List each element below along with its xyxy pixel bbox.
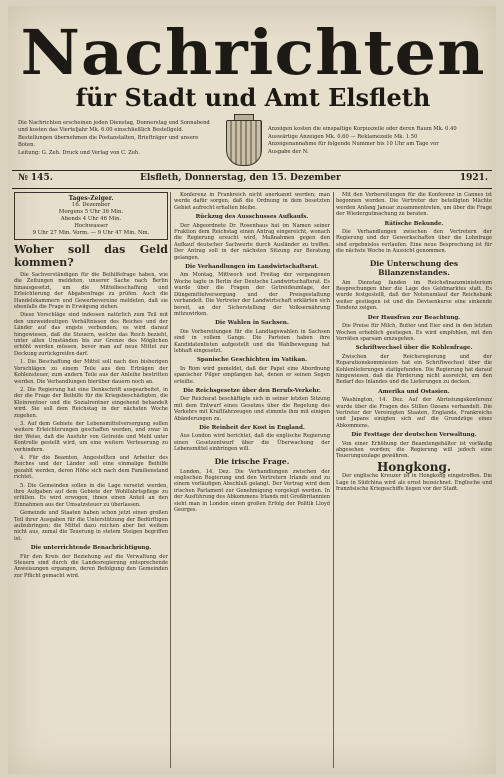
calendar-line: Hochwasser: [74, 223, 108, 229]
calendar-line: Abends 4 Uhr 46 Min.: [60, 216, 122, 222]
article-paragraph: Zwischen der Reichsregierung und der Reparationskommission hat ein Schriftwechsel über die Kohlenlieferungen stattgefunden. Die Regierung hat darauf hingewiesen, daß die Förderung nicht ausreicht, um den Bedarf des Inlandes und die Lieferungen zu decken.: [336, 353, 492, 386]
info-line: Leitung: G. Zeh. Druck und Verlag von C. Zeh.: [18, 149, 140, 156]
info-line: und kosten das Vierteljahr Mk. 6.00 einschließlich Bestellgeld.: [18, 127, 184, 134]
article-paragraph: Am Montag, Mittwoch und Freitag der vergangenen Woche tagte in Berlin der Deutsche Landwirtschaftsrat. Es wurde über die Fragen der Getreideumlage, der Düngemittelversorgung und der Preisgestaltung verhandelt. Die Vertreter der Landwirtschaft erklärten sich bereit, an der Sicherstellung der Volksernährung mitzuwirken.: [174, 272, 330, 317]
advertising-info: [268, 126, 488, 156]
article-headline: Woher soll das Geld kommen?: [14, 243, 168, 269]
article-paragraph: Der Abgeordnete Dr. Rosenhaus hat im Namen seiner Fraktion dem Reichstag einen Antrag eingereicht, wonach die Regierung ersucht wird, Maßnahmen gegen den Aufkauf deutscher Sachwerte durch Ausländer zu treffen. Der Antrag soll in der nächsten Sitzung zur Beratung gelangen.: [174, 222, 330, 261]
article-paragraph: Aus London wird berichtet, daß die englische Regierung einen Gesetzentwurf über die Überwachung der Lebensmittel einbringen will.: [174, 433, 330, 453]
info-line: Anzeigenannahme für folgende Nummer bis 10 Uhr am Tage vor: [268, 141, 439, 148]
article-paragraph: Die Preise für Milch, Butter und Eier sind in den letzten Wochen erheblich gestiegen. Es wird empfohlen, mit den Vorräten sparsam umzugehen.: [336, 323, 492, 342]
column-divider: [333, 192, 334, 768]
info-line: Die Nachrichten erscheinen jeden Dienstag, Donnerstag und Sonnabend: [18, 120, 210, 126]
article-paragraph: 2. Die Regierung hat eine Denkschrift ausgearbeitet, in der die Frage der Beihilfe für die Kriegsbeschädigten, die Kleinrentner und die Sozialrentner eingehend behandelt wird. Sie soll dem Reichstag in der nächsten Woche zugehen.: [14, 386, 168, 419]
dateline: [18, 173, 488, 187]
calendar-line: 16. Dezember: [71, 202, 111, 208]
subscription-info: [18, 120, 210, 157]
masthead-subtitle: für Stadt und Amt Elsfleth: [75, 83, 431, 112]
issue-year: 1921.: [459, 173, 488, 183]
article-paragraph: Konferenz in Frankreich nicht anerkannt werden; man werde dafür sorgen, daß die Ordnung in dem besetzten Gebiet aufrecht erhalten bleibe.: [174, 192, 330, 211]
section-heading: Amerika und Ostasien.: [378, 388, 450, 395]
section-heading: Rückzug des Ausschusses Aufkaufs.: [195, 214, 309, 221]
article-paragraph: Der Reichsrat beschäftigte sich in seiner letzten Sitzung mit dem Entwurf eines Gesetzes über die Regelung des Verkehrs mit Kraftfahrzeugen und stimmte ihm mit einigen Abänderungen zu.: [174, 396, 330, 422]
article-paragraph: Am Dienstag fanden im Reichsfinanzministerium Besprechungen über die Lage des Geldmarktes statt. Es wurde festgestellt, daß der Notenumlauf der Reichsbank weiter gestiegen ist und die Devisenkurse eine sinkende Tendenz zeigen.: [336, 279, 492, 312]
calendar-box: [14, 192, 168, 240]
masthead-title: Nachrichten: [20, 16, 486, 89]
article-paragraph: In Rom wird gemeldet, daß der Papst eine Abordnung spanischer Pilger empfangen hat, denen er seinen Segen erteilte.: [174, 365, 330, 385]
info-line: Auswärtige Anzeigen Mk. 0.60 — Reklamezeile Mk. 1.50: [268, 133, 418, 140]
section-heading: Die Wahlen in Sachsen.: [215, 320, 289, 327]
section-heading: Rätische Bekunde.: [384, 220, 444, 227]
section-heading: Die irische Frage.: [214, 456, 290, 466]
section-heading: Hongkong.: [376, 459, 452, 474]
column-1: [14, 192, 168, 772]
calendar-line: 9 Uhr 27 Min. Vorm. — 9 Uhr 47 Min. Nm.: [32, 230, 150, 236]
section-heading: Die Reinheit der Kost in England.: [199, 425, 305, 431]
section-heading: Die Verhandlungen im Landwirtschaftsrat.: [185, 264, 319, 271]
article-paragraph: London, 14. Dez. Die Verhandlungen zwischen der englischen Regierung und den Vertretern Irlands sind zu einem vorläufigen Abschluß gelangt. Der Vertrag wird dem irischen Parlament zur Genehmigung vorgelegt werden. In der Ausführung des Abkommens Irlands mit Großbritannien sieht man in London einen großen Erfolg der Politik Lloyd Georges.: [174, 468, 330, 514]
info-line: Ausgabe der N.: [268, 148, 309, 155]
issue-date: Elsfleth, Donnerstag, den 15. Dezember: [140, 173, 341, 183]
section-heading: Spanische Geschichten im Vatikan.: [196, 357, 308, 364]
article-paragraph: Mit den Vorbereitungen für die Konferenz in Cannes ist begonnen worden. Die Vertreter der beteiligten Mächte werden Anfang Januar zusammentreten, um über die Frage der Wiedergutmachung zu beraten.: [336, 192, 492, 218]
info-row: [18, 120, 488, 168]
section-heading: Die unterrichtende Benachrichtigung.: [30, 545, 152, 552]
issue-number: № 145.: [18, 173, 53, 183]
article-paragraph: 1. Die Beschaffung der Mittel soll nach den bisherigen Vorschlägen zu einem Teile aus den Erträgen der Kohlensteuer, zum andern Teile aus der Anleihe bestritten werden. Die Verhandlungen hierüber dauern noch an.: [14, 359, 168, 385]
divider: [12, 188, 492, 189]
article-paragraph: Von einer Erhöhung der Beamtengehälter ist vorläufig abgesehen worden; die Regierung will jedoch eine Teuerungszulage gewähren.: [336, 440, 492, 460]
newspaper-page: [8, 6, 496, 774]
article-paragraph: 4. Für die Beamten, Angestellten und Arbeiter des Reiches und der Länder soll eine einmalige Beihilfe gezahlt werden, deren Höhe sich nach dem Familienstand richtet.: [14, 454, 168, 481]
section-heading: Die Reichsgesetze über den Berufs-Verkehr.: [183, 387, 321, 394]
section-heading: Der Hausfrau zur Beachtung.: [367, 314, 461, 321]
column-divider: [170, 192, 171, 768]
article-paragraph: 5. Die Gemeinden sollen in die Lage versetzt werden, ihre Aufgaben auf dem Gebiete der Wohlfahrtspflege zu erfüllen. Es wird erwogen, ihnen einen Anteil an den Einnahmen aus der Umsatzsteuer zu überlassen.: [14, 482, 168, 508]
article-paragraph: Für den Kreis der Beziehung auf die Verwaltung der Steuern sind durch die Landesregierung entsprechende Anweisungen ergangen, deren Befolgung den Gemeinden zur Pflicht gemacht wird.: [14, 553, 168, 579]
article-paragraph: Der englische Kreuzer ist in Hongkong eingetroffen. Die Lage in Südchina wird als ernst bezeichnet. Englische und französische Kriegsschiffe liegen vor der Stadt.: [336, 473, 492, 493]
column-2: [174, 192, 330, 772]
divider: [12, 170, 492, 171]
article-paragraph: Washington, 14. Dez. Auf der Abrüstungskonferenz wurde über die Fragen des Stillen Ozeans verhandelt. Die Vertreter der Vereinigten Staaten, Englands, Frankreichs und Japans einigten sich auf die Grundzüge eines Abkommens.: [336, 397, 492, 429]
section-heading: Die Unterschung des Bilanzenstandes.: [369, 258, 459, 277]
info-line: Bestellungen übernehmen die Postanstalten, Briefträger und unsere Boten.: [18, 134, 199, 149]
calendar-title: Tages-Zeiger.: [68, 195, 114, 202]
calendar-line: Morgens 5 Uhr 36 Min.: [58, 209, 124, 215]
article-paragraph: Die Vorbereitungen für die Landtagswahlen in Sachsen sind in vollem Gange. Die Parteien haben ihre Kandidatenlisten aufgestellt und die Wahlbewegung hat lebhaft eingesetzt.: [174, 328, 330, 354]
article-paragraph: 3. Auf dem Gebiete der Lebensmittelversorgung sollen weitere Erleichterungen geschaffen werden, und zwar in der Weise, daß die Ausfuhr von Getreide und Mehl unter Kontrolle gestellt wird, um eine weitere Verteuerung zu verhindern.: [14, 420, 168, 453]
section-heading: Schriftwechsel über die Kohlenfrage.: [355, 345, 473, 352]
article-paragraph: Die Sachverständigen für die Beihilfefrage haben, wie die Zeitungen meldeten, unserer Sache nach Berlin hinausgesetzt, um die Mittelbeschaffung und Erleichterung der Abgabenfrage zu prüfen. Auch die Handelskammern und Gewerbevereine meldeten, daß sie ebenfalls die Frage in Erwägung ziehen.: [14, 272, 168, 311]
coat-of-arms-icon: [226, 120, 262, 166]
masthead: [18, 16, 488, 112]
article-paragraph: Die Verhandlungen zwischen den Vertretern der Regierung und der Gewerkschaften über die Lohnfrage sind ergebnislos verlaufen. Eine neue Besprechung ist für die nächste Woche in Aussicht genommen.: [336, 229, 492, 255]
article-paragraph: Gemeinde und Staaten haben schon jetzt einen großen Teil ihrer Ausgaben für die Unterstützung der Bedürftigen aufzubringen; die Mittel dazu reichen aber bei weitem nicht aus, zumal die Teuerung in stetem Steigen begriffen ist.: [14, 510, 168, 542]
info-line: Anzeigen kosten die einspaltige Korpuszeile oder deren Raum Mk. 0.40: [268, 126, 457, 132]
section-heading: Die Festtage der deutschen Verwaltung.: [351, 432, 477, 439]
article-paragraph: Diese Vorschläge sind indessen natürlich zum Teil mit den unzweideutigen Verhältnissen des Reiches und der Länder auf das engste verbunden; es wird darauf hingewiesen, daß die Steuern, welche das Reich bezieht, unter allen Umständen bis zur Grenze des Möglichen erhöht werden müssen, bevor man auf neue Mittel zur Deckung zurückgreifen darf.: [14, 312, 168, 357]
column-3: [336, 192, 492, 772]
